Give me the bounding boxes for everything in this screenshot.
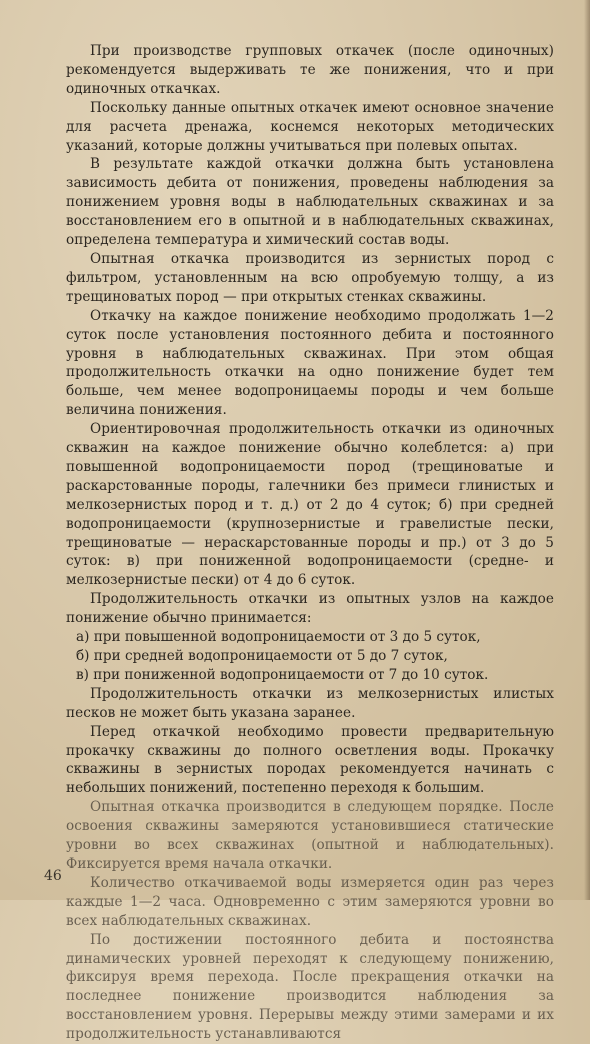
paragraph-4: Опытная откачка производится из зернистых пород с фильтром, установленным на всю опробуемую толщу, а из трещиноватых пород — при открытых стенках скважины. [66,250,554,305]
paragraph-11: Количество откачиваемой воды измеряется один раз через каждые 1—2 часа. Одновременно с этим замеряются уровни во всех наблюдательных скважинах. [66,874,554,929]
paragraph-8: Продолжительность откачки из мелкозернистых илистых песков не может быть указана заранее. [66,685,554,721]
page-number: 46 [44,868,62,884]
list-item-a: а) при повышенной водопроницаемости от 3 до 5 суток, [76,629,481,646]
paragraph-10: Опытная откачка производится в следующем порядке. После освоения скважины замеряются установившиеся статические уровни во всех скважинах (опытной и наблюдательных). Фиксируется время начала откачки. [66,799,554,872]
list-item-c: в) при пониженной водопроницаемости от 7 до 10 суток. [76,666,489,683]
paragraph-1: При производстве групповых откачек (после одиночных) рекомендуется выдерживать те же понижения, что и при одиночных откачках. [66,43,554,97]
page-spine-shadow [584,0,590,900]
paragraph-7: Продолжительность откачки из опытных узлов на каждое понижение обычно принимается: [66,591,554,627]
paragraph-2: Поскольку данные опытных откачек имеют основное значение для расчета дренажа, коснемся некоторых методических указаний, которые должны учитываться при полевых опытах. [66,99,554,154]
paragraph-3: В результате каждой откачки должна быть установлена зависимость дебита от понижения, проведены наблюдения за понижением уровня воды в наблюдательных скважинах и за восстановлением его в опытной и в наблюдательных скважинах, определена температура и химический состав воды. [66,156,554,249]
paragraph-9: Перед откачкой необходимо провести предварительную прокачку скважины до полного осветления воды. Прокачку скважины в зернистых породах рекомендуется начинать с небольших понижений, постепенно переходя к большим. [66,723,554,797]
paragraph-5: Откачку на каждое понижение необходимо продолжать 1—2 суток после установления постоянного дебита и постоянного уровня в наблюдательных скважинах. При этом общая продолжительность откачки на одно понижение будет тем больше, чем менее водопроницаемы породы и чем больше величина понижения. [66,307,554,419]
list-item-b: б) при средней водопроницаемости от 5 до 7 суток, [76,648,448,664]
paragraph-6: Ориентировочная продолжительность откачки из одиночных скважин на каждое понижение обычно колеблется: а) при повышенной водопроницаемости пород (трещиноватые и раскарстованные породы, галечники без примеси глинистых и мелкозернистых пород и т. д.) от 2 до 4 суток; б) при средней водопроницаемости (крупнозернистые и гравелистые пески, трещиноватые — нераскарстованные породы и пр.) от 3 до 5 суток: в) при пониженной водопроницаемости (средне- и мелкозернистые пески) от 4 до 6 суток. [66,421,554,589]
paragraph-12: По достижении постоянного дебита и постоянства динамических уровней переходят к следующему понижению, фиксируя время перехода. После прекращения откачки на последнее понижение производится наблюдения за восстановлением уровня. Перерывы между этими замерами и их продолжительность устанавливаются [66,931,554,1043]
